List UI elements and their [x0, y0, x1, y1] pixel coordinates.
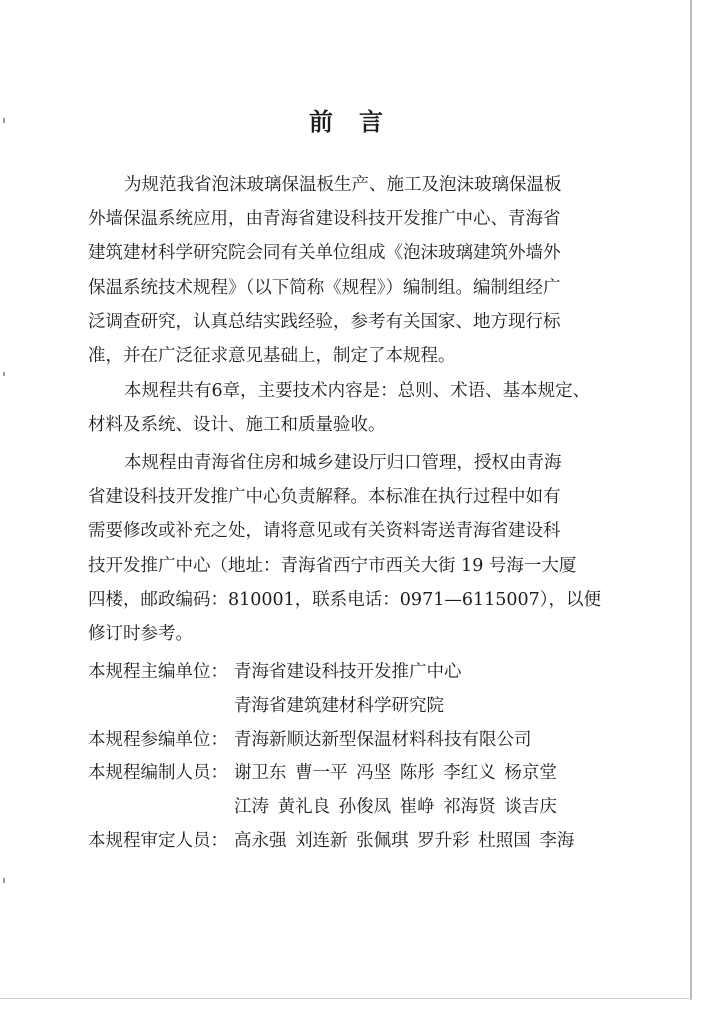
paragraph-line: 四楼，邮政编码：810001，联系电话：0971—6115007），以便: [88, 589, 602, 610]
credit-label: 本规程审定人员：: [88, 830, 228, 851]
scan-edge-bottom: [0, 998, 692, 999]
credit-value: 青海省建筑建材科学研究院: [234, 695, 444, 716]
paragraph-line: 省建设科技开发推广中心负责解释。本标准在执行过程中如有: [88, 487, 561, 508]
credit-row: [88, 656, 628, 690]
credit-row: [88, 690, 628, 724]
scan-speck: [3, 372, 5, 376]
credit-label: 本规程参编单位：: [88, 729, 228, 750]
paragraph-line: 需要修改或补充之处，请将意见或有关资料寄送青海省建设科: [88, 521, 561, 542]
paragraph-line: 外墙保温系统应用，由青海省建设科技开发推广中心、青海省: [88, 209, 561, 230]
page-title: 前言: [309, 108, 409, 136]
paragraph-purpose: [88, 168, 618, 373]
credit-label: 本规程编制人员：: [88, 763, 228, 784]
paragraph-line: 本规程由青海省住房和城乡建设厅归口管理，授权由青海: [124, 453, 562, 473]
paragraph-line: 修订时参考。: [88, 623, 193, 644]
credit-label: [88, 791, 234, 825]
paragraph-line: 技开发推广中心（地址：青海省西宁市西关大街 19 号海一大厦: [88, 555, 577, 576]
paragraph-line: 材料及系统、设计、施工和质量验收。: [88, 415, 386, 436]
paragraph-line: 泛调查研究，认真总结实践经验，参考有关国家、地方现行标: [88, 311, 561, 332]
paragraph-line: 保温系统技术规程》（以下简称《规程》）编制组。编制组经广: [88, 277, 561, 298]
credit-value: 谢卫东 曹一平 冯坚 陈彤 李红义 杨京堂: [234, 763, 557, 784]
credit-value: 江涛 黄礼良 孙俊凤 崔峥 祁海贤 谈吉庆: [234, 797, 557, 818]
credit-label: 本规程主编单位：: [88, 662, 228, 682]
paragraph-line: 本规程共有6章，主要技术内容是：总则、术语、基本规定、: [124, 381, 591, 401]
credit-row: [88, 825, 628, 859]
paragraph-line: 准，并在广泛征求意见基础上，制定了本规程。: [88, 345, 456, 366]
paragraph-line: 为规范我省泡沫玻璃保温板生产、施工及泡沫玻璃保温板: [124, 175, 562, 195]
credit-row: [88, 724, 628, 758]
credit-row: [88, 791, 628, 825]
credit-row: [88, 757, 628, 791]
credit-value: 高永强 刘连新 张佩琪 罗升彩 杜照国 李海: [234, 830, 575, 851]
paragraph-line: 建筑建材科学研究院会同有关单位组成《泡沫玻璃建筑外墙外: [88, 243, 561, 264]
credits-list: [88, 656, 628, 859]
scan-edge-right: [690, 0, 692, 1000]
paragraph-management: [88, 446, 618, 651]
credit-value: 青海省建设科技开发推广中心: [234, 662, 462, 682]
credit-label: [88, 690, 234, 724]
scan-speck: [3, 878, 5, 883]
paragraph-contents: [88, 374, 618, 442]
credit-value: 青海新顺达新型保温材料科技有限公司: [234, 729, 532, 750]
